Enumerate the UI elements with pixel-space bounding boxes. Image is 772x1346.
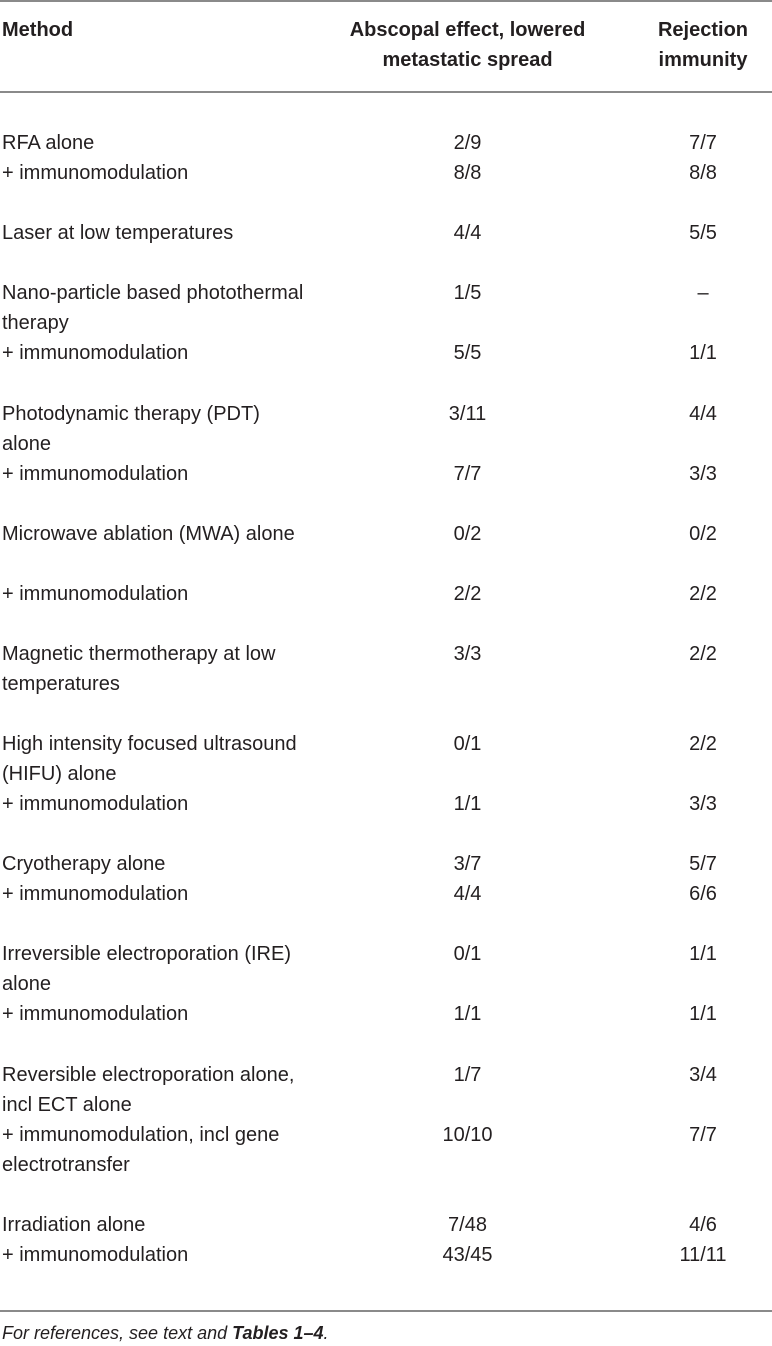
abscopal-cell: 3/11	[448, 403, 487, 425]
rejection-cell: 1/1	[689, 943, 717, 965]
method-cell: RFA alone	[2, 132, 95, 154]
method-cell: + immunomodulation, incl gene electrotransfer	[2, 1124, 280, 1176]
header-method: Method	[2, 19, 74, 41]
abscopal-cell: 7/7	[453, 463, 482, 485]
method-cell: Cryotherapy alone	[2, 853, 166, 875]
abscopal-cell: 10/10	[442, 1124, 493, 1146]
abscopal-cell: 1/5	[453, 282, 482, 304]
rejection-cell: 1/1	[689, 342, 717, 364]
method-cell: + immunomodulation	[2, 883, 189, 905]
rejection-cell: 6/6	[689, 883, 717, 905]
rejection-cell: 2/2	[689, 583, 717, 605]
method-cell: Magnetic thermotherapy at low temperatures	[2, 643, 276, 695]
abscopal-cell: 7/48	[448, 1214, 487, 1236]
abscopal-cell: 1/1	[453, 793, 482, 815]
rejection-cell: 8/8	[689, 162, 717, 184]
rejection-cell: 7/7	[689, 132, 717, 154]
abscopal-cell: 0/1	[453, 943, 482, 965]
rejection-cell: 3/3	[689, 463, 717, 485]
rejection-cell: 11/11	[679, 1244, 727, 1266]
method-cell: + immunomodulation	[2, 162, 189, 184]
rejection-cell: 4/6	[689, 1214, 717, 1236]
rejection-cell: –	[697, 282, 709, 304]
abscopal-cell: 8/8	[453, 162, 482, 184]
method-cell: Irreversible electroporation (IRE) alone	[2, 943, 291, 995]
rejection-cell: 5/5	[689, 222, 717, 244]
abscopal-cell: 3/7	[453, 853, 482, 875]
rejection-cell: 7/7	[689, 1124, 717, 1146]
method-cell: Laser at low temperatures	[2, 222, 234, 244]
method-cell: Nano-particle based photothermal therapy	[2, 282, 304, 334]
method-cell: + immunomodulation	[2, 342, 189, 364]
header-rejection: Rejection immunity	[657, 19, 749, 71]
footnote-table-ref: Tables 1–4	[232, 1323, 324, 1343]
abscopal-cell: 0/1	[453, 733, 482, 755]
abscopal-cell: 4/4	[453, 222, 482, 244]
method-cell: Microwave ablation (MWA) alone	[2, 523, 295, 545]
method-cell: + immunomodulation	[2, 1244, 189, 1266]
abscopal-cell: 2/2	[453, 583, 482, 605]
rejection-cell: 1/1	[689, 1003, 717, 1025]
header-abscopal: Abscopal effect, lowered metastatic spread	[349, 19, 586, 71]
rejection-cell: 4/4	[689, 403, 717, 425]
method-cell: + immunomodulation	[2, 793, 189, 815]
footnote-prefix: For references, see text and	[2, 1323, 233, 1343]
method-cell: Irradiation alone	[2, 1214, 146, 1236]
table-footnote	[2, 1320, 329, 1346]
method-cell: Reversible electroporation alone, incl ECT alone	[2, 1064, 295, 1116]
rejection-cell: 3/4	[689, 1064, 717, 1086]
footnote-suffix: .	[323, 1323, 329, 1343]
abscopal-cell: 0/2	[453, 523, 482, 545]
abscopal-cell: 1/1	[453, 1003, 482, 1025]
abscopal-cell: 1/7	[453, 1064, 482, 1086]
rejection-cell: 0/2	[689, 523, 717, 545]
method-cell: + immunomodulation	[2, 1003, 189, 1025]
method-cell: Photodynamic therapy (PDT) alone	[2, 403, 260, 455]
method-cell: + immunomodulation	[2, 463, 189, 485]
method-cell: + immunomodulation	[2, 583, 189, 605]
abscopal-cell: 3/3	[453, 643, 482, 665]
abscopal-cell: 5/5	[453, 342, 482, 364]
abscopal-cell: 2/9	[453, 132, 482, 154]
rejection-cell: 5/7	[689, 853, 717, 875]
rejection-cell: 3/3	[689, 793, 717, 815]
rejection-cell: 2/2	[689, 643, 717, 665]
method-cell: High intensity focused ultrasound (HIFU) alone	[2, 733, 297, 785]
table-bottom-rule	[0, 1310, 772, 1312]
abscopal-cell: 4/4	[453, 883, 482, 905]
abscopal-cell: 43/45	[442, 1244, 493, 1266]
rejection-cell: 2/2	[689, 733, 717, 755]
